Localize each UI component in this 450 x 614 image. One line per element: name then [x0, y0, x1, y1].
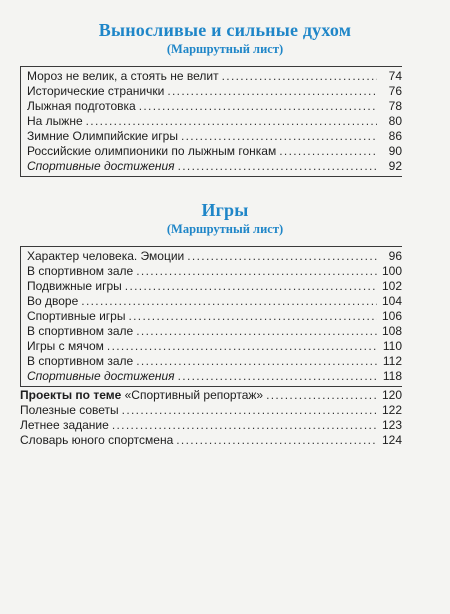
toc-entry-projects[interactable]	[20, 388, 402, 403]
toc-entry-label: В спортивном зале	[27, 324, 134, 338]
toc-entry-label: Мороз не велик, а стоять не велит	[27, 69, 219, 83]
toc-entry-page: 96	[388, 249, 402, 263]
toc-entry-label: В спортивном зале	[27, 264, 134, 278]
projects-label-topic: «Спортивный репортаж»	[124, 388, 264, 402]
dot-leader	[86, 114, 377, 129]
dot-leader	[279, 144, 377, 159]
toc-entry-label: Лыжная подготовка	[27, 99, 136, 113]
toc-entry[interactable]	[27, 144, 402, 159]
section-1-header	[0, 20, 450, 57]
toc-entry-label: Летнее задание	[20, 418, 109, 432]
toc-entry[interactable]	[20, 418, 402, 433]
toc-entry-page: 76	[388, 84, 402, 98]
toc-entry-page: 123	[381, 418, 402, 432]
dot-leader	[128, 309, 377, 324]
dot-leader	[107, 339, 377, 354]
toc-entry-label: Спортивные достижения	[27, 369, 175, 383]
dot-leader	[139, 99, 377, 114]
toc-entry-page: 80	[388, 114, 402, 128]
toc-entry-page: 86	[388, 129, 402, 143]
toc-entry-page: 110	[382, 339, 402, 353]
toc-entry[interactable]	[27, 129, 402, 144]
dot-leader	[178, 369, 377, 384]
toc-entry-page: 92	[388, 159, 402, 173]
section-title: Игры	[201, 200, 249, 220]
projects-label-bold: Проекты по теме	[20, 388, 122, 402]
extras-list	[20, 387, 402, 448]
toc-entry[interactable]	[27, 69, 402, 84]
dot-leader	[187, 249, 377, 264]
toc-entry[interactable]	[27, 264, 402, 279]
toc-entry-page: 78	[388, 99, 402, 113]
toc-entry[interactable]	[27, 279, 402, 294]
dot-leader	[181, 129, 377, 144]
toc-entry[interactable]	[20, 403, 402, 418]
section-subtitle: (Маршрутный лист)	[166, 42, 284, 56]
toc-entry[interactable]	[20, 433, 402, 448]
toc-entry-page: 124	[381, 433, 402, 447]
section-title: Выносливые и сильные духом	[98, 20, 352, 40]
dot-leader	[222, 69, 377, 84]
section-2-toc	[0, 246, 450, 448]
dot-leader	[136, 324, 377, 339]
dot-leader	[266, 388, 377, 403]
toc-entry-page: 90	[388, 144, 402, 158]
dot-leader	[178, 159, 377, 174]
dot-leader	[176, 433, 377, 448]
toc-entry-label: Зимние Олимпийские игры	[27, 129, 178, 143]
toc-entry[interactable]	[27, 249, 402, 264]
toc-entry-page: 120	[381, 388, 402, 402]
toc-bracket-block	[20, 66, 402, 177]
toc-entry[interactable]	[27, 114, 402, 129]
toc-entry-page: 108	[381, 324, 402, 338]
dot-leader	[136, 354, 377, 369]
toc-entry-label: Исторические странички	[27, 84, 165, 98]
toc-entry-label: Характер человека. Эмоции	[27, 249, 185, 263]
toc-entry-page: 122	[381, 403, 402, 417]
toc-entry[interactable]	[27, 294, 402, 309]
toc-entry-label: Словарь юного спортсмена	[20, 433, 174, 447]
toc-entry[interactable]	[27, 84, 402, 99]
toc-entry-label: Во дворе	[27, 294, 79, 308]
toc-entry-page: 102	[381, 279, 402, 293]
section-1-toc	[0, 66, 450, 177]
toc-entry-page: 112	[382, 354, 402, 368]
toc-entry-label: Полезные советы	[20, 403, 119, 417]
toc-entry-label: В спортивном зале	[27, 354, 134, 368]
toc-entry-label: Игры с мячом	[27, 339, 104, 353]
toc-entry-label: На лыжне	[27, 114, 83, 128]
toc-entry-label: Российские олимпионики по лыжным гонкам	[27, 144, 277, 158]
toc-entry-page: 104	[381, 294, 402, 308]
toc-entry-label: Спортивные достижения	[27, 159, 175, 173]
toc-entry-page: 118	[382, 369, 402, 383]
toc-entry-page: 100	[381, 264, 402, 278]
toc-bracket-block	[20, 246, 402, 387]
toc-entry-page: 106	[381, 309, 402, 323]
toc-entry[interactable]	[27, 339, 402, 354]
dot-leader	[81, 294, 377, 309]
toc-entry-label: Подвижные игры	[27, 279, 122, 293]
dot-leader	[112, 418, 377, 433]
toc-entry[interactable]	[27, 324, 402, 339]
dot-leader	[136, 264, 377, 279]
dot-leader	[167, 84, 377, 99]
toc-entry[interactable]	[27, 309, 402, 324]
toc-entry-label: Спортивные игры	[27, 309, 126, 323]
toc-entry-page: 74	[388, 69, 402, 83]
toc-entry[interactable]	[27, 99, 402, 114]
dot-leader	[125, 279, 377, 294]
toc-entry[interactable]	[27, 369, 402, 384]
section-2-header	[0, 200, 450, 237]
toc-entry[interactable]	[27, 159, 402, 174]
section-subtitle: (Маршрутный лист)	[166, 222, 284, 236]
toc-entry[interactable]	[27, 354, 402, 369]
dot-leader	[122, 403, 377, 418]
